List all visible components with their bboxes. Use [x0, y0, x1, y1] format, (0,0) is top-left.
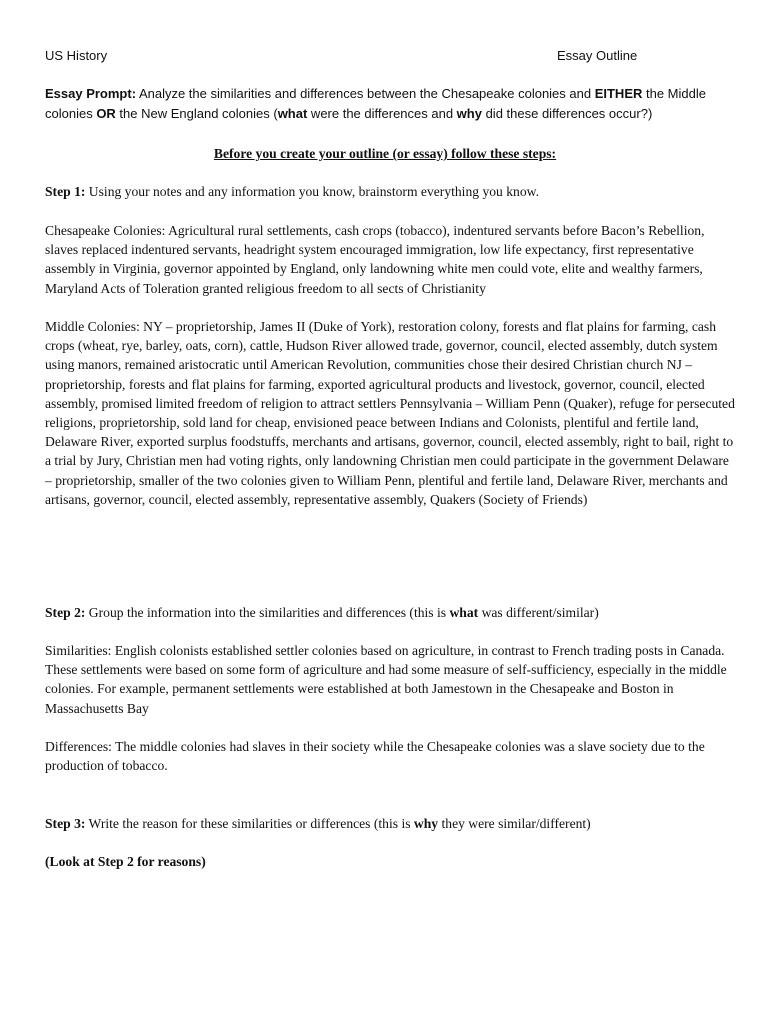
- step-3-text-1: Write the reason for these similarities or differences (this is: [85, 816, 414, 831]
- step-3-text-2: they were similar/different): [438, 816, 591, 831]
- step-3-label: Step 3:: [45, 816, 86, 831]
- step-2-emphasis-what: what: [449, 605, 479, 620]
- prompt-emphasis-why: why: [456, 106, 482, 121]
- step-1-text: Using your notes and any information you know, brainstorm everything you know.: [85, 184, 539, 199]
- step-3-note: (Look at Step 2 for reasons): [45, 854, 206, 869]
- middle-colonies-notes: Middle Colonies: NY – proprietorship, James II (Duke of York), restoration colony, forests and flat plains for farming, cash crops (wheat, rye, barley, oats, corn), cattle, Hudson River allowed trade, governor, council, elected assembly, dutch system using manors, remained aristocratic until American Revolution, communities chose their desired Christian church NJ – proprietorship, forests and flat plains for farming, exported agricultural products and livestock, governor, council, elected assembly, promised limited freedom of religion to attract settlers Pennsylvania – William Penn (Quaker), refuge for persecuted religions, proprietorship, sold land for cheap, envisioned peace between Indians and Colonists, plentiful and fertile land, Delaware River, exported surplus foodstuffs, merchants and artisans, governor, council, elected assembly, right to bail, right to a trial by Jury, Christian men had voting rights, only landowning Christian men could participate in the government Delaware – proprietorship, smaller of the two colonies given to William Penn, plentiful and fertile land, Delaware River, merchants and artisans, governor, council, elected assembly, representative assembly, Quakers (Society of Friends): [45, 319, 735, 507]
- step-2-label: Step 2:: [45, 605, 86, 620]
- prompt-text-1: Analyze the similarities and differences between the Chesapeake colonies and: [136, 86, 595, 101]
- differences-paragraph: Differences: The middle colonies had slaves in their society while the Chesapeake colonies was a slave society due to the production of tobacco.: [45, 739, 705, 774]
- similarities-paragraph: Similarities: English colonists established settler colonies based on agriculture, in contrast to French trading posts in Canada. These settlements were based on some form of agriculture and had some measure of self-sufficiency, especially in the middle colonies. For example, permanent settlements were established at both Jamestown in the Chesapeake and Boston in Massachusetts Bay: [45, 643, 727, 716]
- prompt-emphasis-either: EITHER: [594, 86, 643, 101]
- essay-prompt: [45, 84, 725, 124]
- step-2-text-1: Group the information into the similarities and differences (this is: [85, 605, 450, 620]
- step-2-text-2: was different/similar): [478, 605, 599, 620]
- prompt-emphasis-what: what: [277, 106, 308, 121]
- prompt-text-3: the New England colonies (: [115, 106, 278, 121]
- step-1: [45, 182, 735, 201]
- course-title: US History: [45, 48, 108, 63]
- prompt-emphasis-or: OR: [96, 106, 116, 121]
- prompt-text-5: did these differences occur?): [481, 106, 653, 121]
- chesapeake-notes: Chesapeake Colonies: Agricultural rural settlements, cash crops (tobacco), indentured servants before Bacon’s Rebellion, slaves replaced indentured servants, headright system encouraged immigration, low life expectancy, first representative assembly in Virginia, governor appointed by England, only landowning white men could vote, elite and wealthy farmers, Maryland Acts of Toleration granted religious freedom to all sects of Christianity: [45, 223, 705, 296]
- step-3: [45, 814, 735, 833]
- instructions-heading: Before you create your outline (or essay) follow these steps:: [213, 146, 557, 161]
- prompt-text-2: the Middle colonies: [45, 86, 706, 121]
- step-1-label: Step 1:: [45, 184, 86, 199]
- step-2: [45, 603, 735, 622]
- prompt-text-4: were the differences and: [307, 106, 457, 121]
- document-type: Essay Outline: [557, 48, 638, 63]
- essay-prompt-label: Essay Prompt:: [45, 86, 137, 101]
- step-3-emphasis-why: why: [413, 816, 439, 831]
